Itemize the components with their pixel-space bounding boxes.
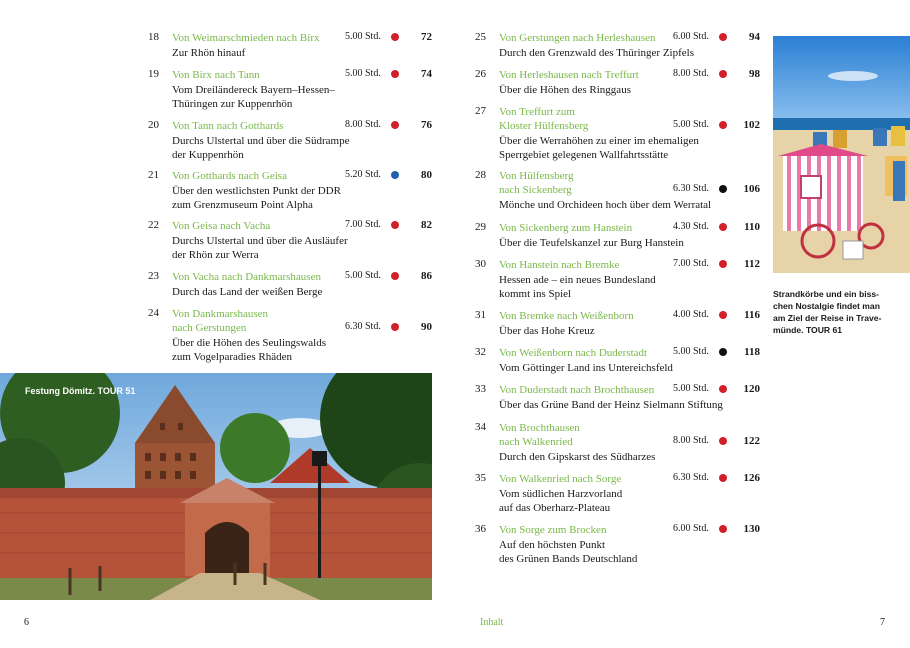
- tour-description: [499, 236, 684, 250]
- tour-page-number: 118: [744, 346, 760, 358]
- beach-caption-line: am Ziel der Reise in Trave-: [773, 313, 882, 323]
- tour-page-number: 130: [743, 523, 760, 535]
- tour-page-number: 106: [743, 183, 760, 195]
- tour-duration: 6.30 Std.: [345, 321, 381, 332]
- tour-description: [172, 184, 341, 212]
- tour-description-line: Durchs Ulstertal und über die Südrampe: [172, 135, 350, 147]
- difficulty-dot-icon: [719, 385, 727, 393]
- tour-duration: 8.00 Std.: [673, 68, 709, 79]
- difficulty-dot-icon: [719, 311, 727, 319]
- tour-duration: 5.00 Std.: [345, 31, 381, 42]
- tour-description: [172, 134, 349, 162]
- tour-number: 25: [475, 31, 486, 43]
- tour-number: 30: [475, 258, 486, 270]
- tour-title-line: Von Weimarschmieden nach Birx: [172, 32, 320, 44]
- tour-number: 36: [475, 523, 486, 535]
- tour-duration: 8.00 Std.: [345, 119, 381, 130]
- tour-description-line: Über das Grüne Band der Heinz Sielmann Stiftung: [499, 399, 723, 411]
- tour-title-line: Von Brochthausen: [499, 422, 580, 434]
- tour-description-line: Thüringen zur Kuppenrhön: [172, 98, 293, 110]
- tour-description: [499, 83, 631, 97]
- tour-title-line: Von Tann nach Gotthards: [172, 120, 284, 132]
- page-number-left: 6: [24, 617, 29, 628]
- tour-description: [499, 361, 673, 375]
- difficulty-dot-icon: [719, 437, 727, 445]
- tour-duration: 5.20 Std.: [345, 169, 381, 180]
- tour-description: [172, 285, 322, 299]
- tour-description: [172, 336, 326, 364]
- tour-number: 28: [475, 169, 486, 181]
- difficulty-dot-icon: [719, 70, 727, 78]
- difficulty-dot-icon: [719, 474, 727, 482]
- tour-title[interactable]: [499, 169, 573, 197]
- tour-page-number: 120: [743, 383, 760, 395]
- difficulty-dot-icon: [391, 221, 399, 229]
- tour-duration: 7.00 Std.: [673, 258, 709, 269]
- fortress-photo-caption: Festung Dömitz. TOUR 51: [25, 386, 136, 396]
- difficulty-dot-icon: [391, 323, 399, 331]
- tour-number: 26: [475, 68, 486, 80]
- tour-page-number: 76: [421, 119, 432, 131]
- tour-description: [172, 234, 348, 262]
- tour-description: [499, 487, 622, 515]
- tour-duration: 5.00 Std.: [673, 346, 709, 357]
- tour-page-number: 116: [744, 309, 760, 321]
- beach-caption-line: Strandkörbe und ein biss-: [773, 289, 880, 299]
- tour-description: [499, 198, 711, 212]
- tour-title-line: Von Gerstungen nach Herleshausen: [499, 32, 656, 44]
- tour-duration: 7.00 Std.: [345, 219, 381, 230]
- fortress-photo: [0, 373, 432, 600]
- tour-description-line: des Grünen Bands Deutschland: [499, 553, 638, 565]
- difficulty-dot-icon: [719, 348, 727, 356]
- tour-title[interactable]: [172, 307, 268, 335]
- tour-title-line: nach Gerstungen: [172, 322, 247, 334]
- tour-description: [499, 398, 723, 412]
- tour-title[interactable]: [499, 346, 647, 360]
- tour-title[interactable]: [172, 119, 284, 133]
- tour-description-line: Vom Göttinger Land ins Untereichsfeld: [499, 362, 673, 374]
- tour-description-line: Über die Werrahöhen zu einer im ehemaligen: [499, 135, 699, 147]
- tour-title-line: Von Walkenried nach Sorge: [499, 473, 622, 485]
- tour-title[interactable]: [499, 421, 580, 449]
- tour-page-number: 82: [421, 219, 432, 231]
- tour-description-line: Durch das Land der weißen Berge: [172, 286, 323, 298]
- tour-title-line: nach Sickenberg: [499, 184, 572, 196]
- tour-page-number: 122: [743, 435, 760, 447]
- tour-duration: 5.00 Std.: [673, 119, 709, 130]
- difficulty-dot-icon: [391, 171, 399, 179]
- tour-number: 33: [475, 383, 486, 395]
- tour-title[interactable]: [499, 68, 639, 82]
- tour-description: [172, 83, 335, 111]
- tour-description: [499, 324, 595, 338]
- tour-description-line: Auf den höchsten Punkt: [499, 539, 606, 551]
- tour-page-number: 110: [744, 221, 760, 233]
- tour-number: 29: [475, 221, 486, 233]
- tour-description: [499, 134, 699, 162]
- tour-title-line: nach Walkenried: [499, 436, 573, 448]
- tour-duration: 6.30 Std.: [673, 472, 709, 483]
- tour-page-number: 86: [421, 270, 432, 282]
- tour-title[interactable]: [499, 258, 619, 272]
- tour-page-number: 94: [749, 31, 760, 43]
- tour-description-line: Durchs Ulstertal und über die Ausläufer: [172, 235, 348, 247]
- tour-title[interactable]: [499, 105, 588, 133]
- tour-description-line: Durch den Grenzwald des Thüringer Zipfels: [499, 47, 694, 59]
- tour-duration: 4.00 Std.: [673, 309, 709, 320]
- tour-title[interactable]: [499, 309, 634, 323]
- tour-number: 27: [475, 105, 486, 117]
- tour-title-line: Von Weißenborn nach Duderstadt: [499, 347, 648, 359]
- tour-duration: 6.30 Std.: [673, 183, 709, 194]
- tour-page-number: 98: [749, 68, 760, 80]
- tour-description-line: Über die Teufelskanzel zur Burg Hanstein: [499, 237, 684, 249]
- tour-description-line: der Rhön zur Werra: [172, 249, 259, 261]
- tour-title-line: Von Vacha nach Dankmarshausen: [172, 271, 321, 283]
- difficulty-dot-icon: [391, 121, 399, 129]
- tour-duration: 6.00 Std.: [673, 523, 709, 534]
- tour-description-line: zum Vogelparadies Rhäden: [172, 351, 292, 363]
- difficulty-dot-icon: [719, 525, 727, 533]
- tour-title-line: Von Bremke nach Weißenborn: [499, 310, 634, 322]
- tour-description-line: zum Grenzmuseum Point Alpha: [172, 199, 313, 211]
- tour-description: [499, 450, 655, 464]
- tour-description: [172, 46, 245, 60]
- tour-duration: 5.00 Std.: [673, 383, 709, 394]
- tour-page-number: 80: [421, 169, 432, 181]
- tour-title-line: Von Gotthards nach Geisa: [172, 170, 287, 182]
- tour-number: 31: [475, 309, 486, 321]
- tour-page-number: 74: [421, 68, 432, 80]
- beach-caption-line: münde. TOUR 61: [773, 325, 843, 335]
- tour-description: [499, 46, 694, 60]
- tour-title-line: Von Herleshausen nach Treffurt: [499, 69, 639, 81]
- tour-page-number: 112: [744, 258, 760, 270]
- tour-description-line: Hessen ade – ein neues Bundesland: [499, 274, 656, 286]
- tour-title-line: Von Dankmarshausen: [172, 308, 269, 320]
- tour-description-line: auf das Oberharz-Plateau: [499, 502, 611, 514]
- tour-title-line: Von Sorge zum Brocken: [499, 524, 607, 536]
- tour-page-number: 102: [743, 119, 760, 131]
- tour-number: 21: [148, 169, 159, 181]
- tour-title[interactable]: [499, 472, 621, 486]
- difficulty-dot-icon: [391, 70, 399, 78]
- tour-title[interactable]: [499, 383, 654, 397]
- tour-description-line: Vom Dreiländereck Bayern–Hessen–: [172, 84, 335, 96]
- difficulty-dot-icon: [391, 272, 399, 280]
- tour-description-line: Sperrgebiet gelegenen Wallfahrtsstätte: [499, 149, 669, 161]
- tour-description-line: Über die Höhen des Seulingswalds: [172, 337, 326, 349]
- tour-number: 19: [148, 68, 159, 80]
- tour-number: 24: [148, 307, 159, 319]
- tour-title-line: Kloster Hülfensberg: [499, 120, 589, 132]
- tour-description-line: Zur Rhön hinauf: [172, 47, 246, 59]
- tour-number: 20: [148, 119, 159, 131]
- tour-number: 35: [475, 472, 486, 484]
- tour-description: [499, 538, 637, 566]
- tour-duration: 8.00 Std.: [673, 435, 709, 446]
- tour-title[interactable]: [499, 221, 632, 235]
- tour-number: 18: [148, 31, 159, 43]
- tour-number: 32: [475, 346, 486, 358]
- tour-duration: 5.00 Std.: [345, 270, 381, 281]
- tour-title-line: Von Hülfensberg: [499, 170, 574, 182]
- tour-page-number: 90: [421, 321, 432, 333]
- tour-description-line: der Kuppenrhön: [172, 149, 244, 161]
- tour-description-line: Durch den Gipskarst des Südharzes: [499, 451, 656, 463]
- tour-title-line: Von Hanstein nach Bremke: [499, 259, 620, 271]
- tour-description: [499, 273, 656, 301]
- tour-title[interactable]: [172, 219, 270, 233]
- tour-title[interactable]: [172, 270, 321, 284]
- tour-description-line: Über die Höhen des Ringgaus: [499, 84, 631, 96]
- difficulty-dot-icon: [391, 33, 399, 41]
- difficulty-dot-icon: [719, 260, 727, 268]
- beach-photo-caption: [773, 288, 907, 336]
- tour-duration: 4.30 Std.: [673, 221, 709, 232]
- tour-number: 34: [475, 421, 486, 433]
- difficulty-dot-icon: [719, 185, 727, 193]
- tour-number: 23: [148, 270, 159, 282]
- tour-title-line: Von Duderstadt nach Brochthausen: [499, 384, 655, 396]
- difficulty-dot-icon: [719, 33, 727, 41]
- section-label: Inhalt: [480, 617, 504, 628]
- beach-photo: [773, 36, 910, 273]
- difficulty-dot-icon: [719, 121, 727, 129]
- tour-title[interactable]: [499, 523, 606, 537]
- tour-title[interactable]: [172, 169, 287, 183]
- tour-description-line: Über das Hohe Kreuz: [499, 325, 595, 337]
- tour-title-line: Von Geisa nach Vacha: [172, 220, 271, 232]
- tour-title[interactable]: [172, 68, 260, 82]
- difficulty-dot-icon: [719, 223, 727, 231]
- tour-description-line: Vom südlichen Harzvorland: [499, 488, 623, 500]
- tour-description-line: Über den westlichsten Punkt der DDR: [172, 185, 341, 197]
- tour-title-line: Von Treffurt zum: [499, 106, 575, 118]
- tour-title-line: Von Birx nach Tann: [172, 69, 260, 81]
- tour-title-line: Von Sickenberg zum Hanstein: [499, 222, 633, 234]
- tour-title[interactable]: [499, 31, 656, 45]
- tour-number: 22: [148, 219, 159, 231]
- page-number-right: 7: [880, 617, 885, 628]
- tour-duration: 5.00 Std.: [345, 68, 381, 79]
- tour-duration: 6.00 Std.: [673, 31, 709, 42]
- tour-page-number: 126: [743, 472, 760, 484]
- tour-description-line: kommt ins Spiel: [499, 288, 572, 300]
- tour-page-number: 72: [421, 31, 432, 43]
- tour-description-line: Mönche und Orchideen hoch über dem Werratal: [499, 199, 712, 211]
- tour-title[interactable]: [172, 31, 319, 45]
- beach-caption-line: chen Nostalgie findet man: [773, 301, 880, 311]
